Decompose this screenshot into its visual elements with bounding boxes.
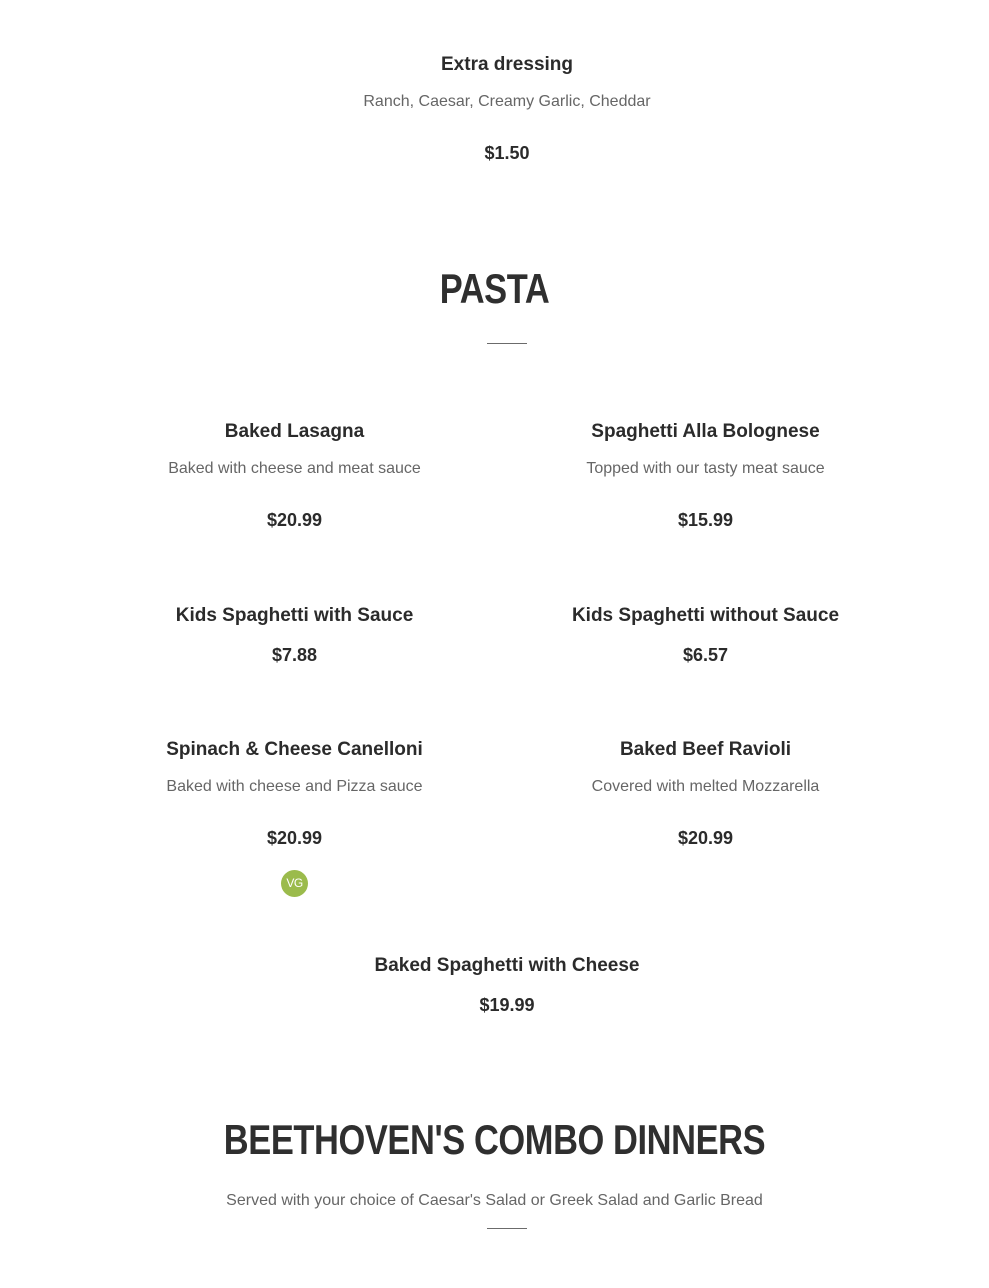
- menu-item-description: Ranch, Caesar, Creamy Garlic, Cheddar: [363, 93, 651, 110]
- menu-item-baked-spaghetti-cheese: [0, 954, 989, 1016]
- menu-item-kids-spaghetti-sauce: [89, 604, 500, 666]
- menu-item-price: $20.99: [266, 828, 323, 848]
- menu-item-name: Spaghetti Alla Bolognese: [591, 421, 820, 442]
- menu-item-spinach-cheese-canelloni: [89, 738, 500, 849]
- menu-item-name: Baked Beef Ravioli: [619, 739, 792, 760]
- menu-item-price: $20.99: [677, 828, 734, 848]
- menu-item-name: Kids Spaghetti without Sauce: [571, 605, 840, 626]
- menu-item-price: $19.99: [479, 995, 535, 1015]
- menu-item-price: $6.57: [682, 645, 729, 665]
- menu-item-name: Kids Spaghetti with Sauce: [175, 605, 414, 626]
- menu-item-spaghetti-bolognese: [500, 420, 911, 531]
- menu-item-baked-beef-ravioli: [500, 738, 911, 849]
- menu-item-description: Topped with our tasty meat sauce: [586, 460, 825, 477]
- menu-item-name: Extra dressing: [441, 54, 573, 75]
- menu-item-description: Baked with cheese and meat sauce: [168, 460, 421, 477]
- menu-item-price: $1.50: [484, 143, 530, 163]
- menu-item-name: Spinach & Cheese Canelloni: [166, 739, 423, 760]
- menu-item-price: $15.99: [677, 510, 734, 530]
- menu-item-description: Covered with melted Mozzarella: [591, 778, 820, 795]
- menu-item-name: Baked Spaghetti with Cheese: [374, 955, 640, 976]
- menu-item-price: $20.99: [266, 510, 323, 530]
- section-title-combo-dinners: BEETHOVEN'S COMBO DINNERS: [223, 1116, 766, 1163]
- section-subtitle: Served with your choice of Caesar's Salad or Greek Salad and Garlic Bread: [226, 1192, 763, 1209]
- section-divider: [487, 343, 527, 344]
- menu-item-name: Baked Lasagna: [224, 421, 365, 442]
- menu-item-baked-lasagna: [89, 420, 500, 531]
- section-title-pasta: PASTA: [439, 265, 550, 312]
- section-divider: [487, 1228, 527, 1229]
- menu-item-kids-spaghetti-no-sauce: [500, 604, 911, 666]
- menu-item-extra-dressing: [0, 53, 989, 164]
- menu-item-description: Baked with cheese and Pizza sauce: [166, 778, 423, 795]
- menu-item-price: $7.88: [271, 645, 318, 665]
- vegetarian-badge-icon: VG: [281, 870, 308, 897]
